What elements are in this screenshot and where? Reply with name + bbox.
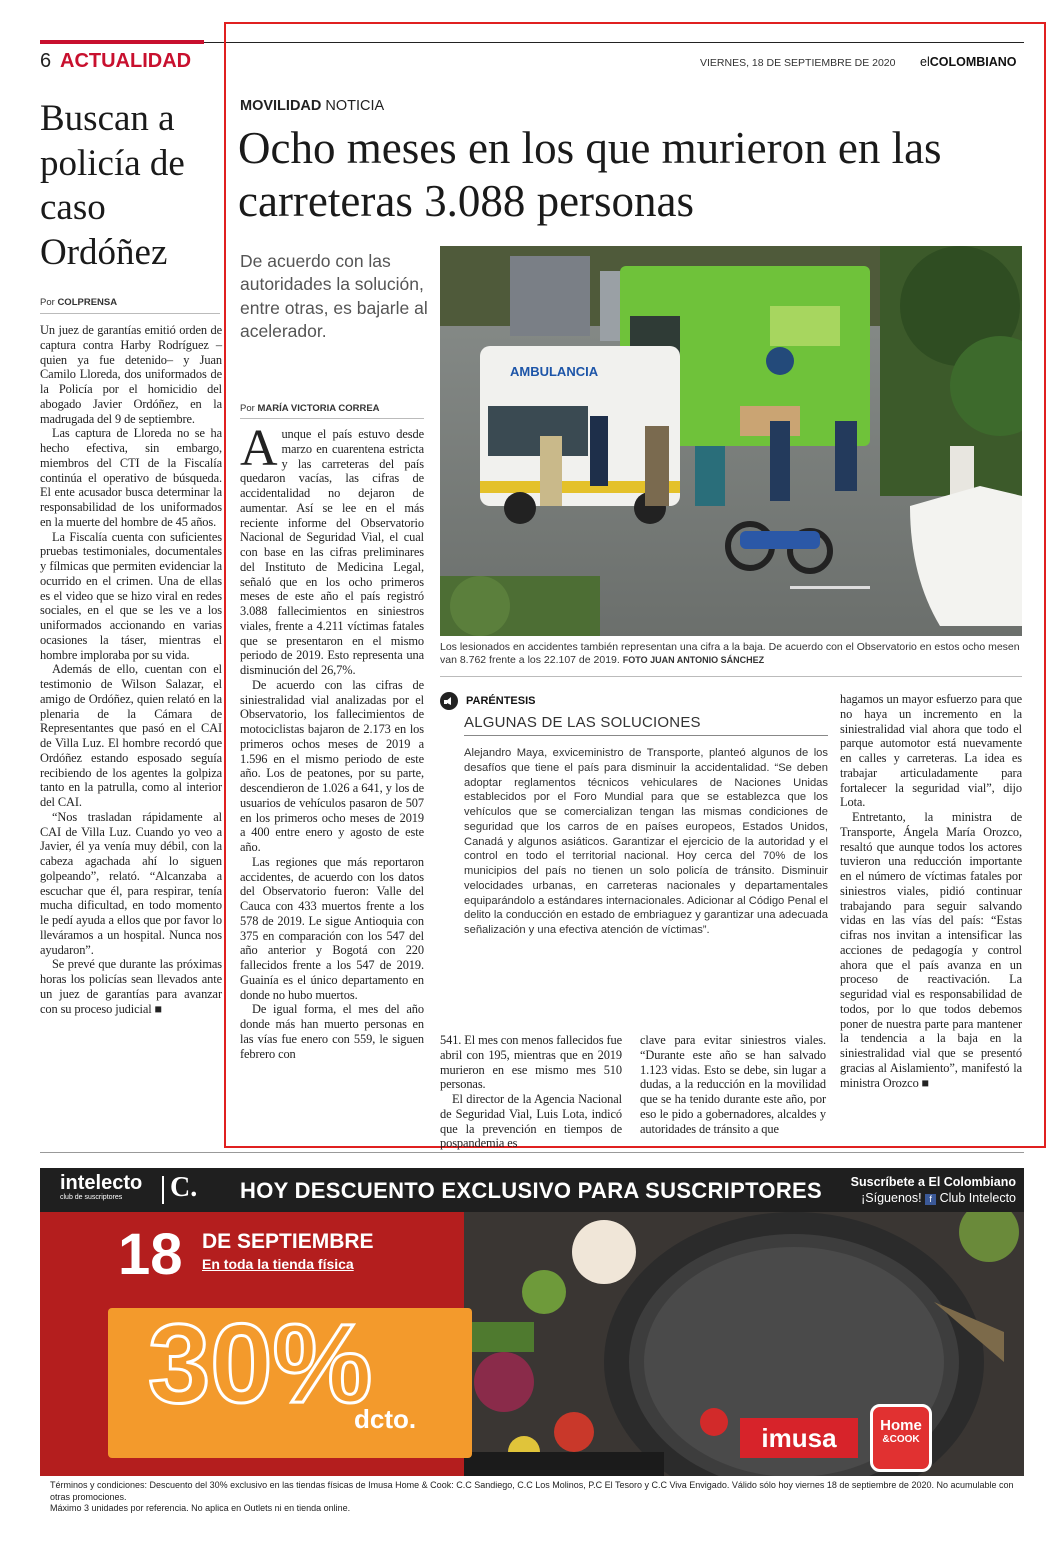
badge-line2: &COOK (882, 1434, 920, 1445)
ad-top-rule (40, 1152, 1024, 1153)
side-paragraph: “Nos trasladan rápidamente al CAI de Villa Luz. Cuando yo veo a Javier, él ya venía muy débil, con la cabeza agachada ahí lo siguen golpeando”, relató. “Alcanzaba a escuchar que él, para respirar, tenía mucha dificultad, en todo momento le pedí ayuda a ellos que por favor lo lleváramos a un hospital. Nunca nos ayudaron”. (40, 809, 222, 957)
photo-credit: FOTO JUAN ANTONIO SÁNCHEZ (622, 655, 765, 665)
side-headline: Buscan a policía de caso Ordóñez (40, 98, 185, 273)
col3-paragraph: clave para evitar siniestros viales. “Durante este año se han salvado 1.123 vidas. Esto se debe, sin lugar a dudas, a la reducción en la movilidad que se ha tenido durante este año, por eso le pido a gobernadores, alcaldes y autoridades de tránsito a que (640, 1033, 826, 1136)
colombiano-mark: C. (170, 1172, 198, 1203)
col1-paragraph: Las regiones que más reportaron accidentes, de acuerdo con los datos del Observatorio fueron: Valle del Cauca con 433 muertos frente a los 578 de 2019. Le sigue Antioquia con 375 en comparación con los 547 del año anterior y Bogotá con 220 fallecidos frente a los 547 de 2019. Guainía es el único departamento en donde no hubo muertos. (240, 854, 424, 1002)
main-byline-prefix: Por (240, 403, 255, 414)
caption-rule (440, 676, 1022, 677)
caption-text: Los lesionados en accidentes también representan una cifra a la baja. De acuerdo con el Observatorio en estos ocho mesen van 8.762 frente a los 22.107 de 2019. (440, 641, 1020, 666)
side-paragraph: Además de ello, cuentan con el testimonio de Wilson Salazar, el amigo de Ordóñez, quien relató en la plenaria de la Cámara de Representantes que pasó en el CAI de Villa Luz. El hombre recordó que Ordóñez estando esposado seguía recibiendo de los agentes la golpiza tanto en la patrulla, como al interior del CAI. (40, 662, 222, 809)
intelecto-sub: club de suscriptores (60, 1194, 123, 1201)
facebook-icon: f (925, 1194, 936, 1205)
ad-store-note: En toda la tienda física (202, 1256, 354, 1272)
side-paragraph: Las captura de Lloreda no se ha hecho efectiva, sin embargo, miembros del CTI de la Fiscalía continúa el operativo de búsqueda. El ente acusador busca determinar la responsabilidad de los uniformados en la muerte del hombre de 45 años. (40, 426, 222, 529)
side-paragraph: Se prevé que durante las próximas horas los policías sean llevados ante un juez de garantías para avanzar con su proceso judicial ■ (40, 957, 222, 1016)
col1-paragraph: De igual forma, el mes del año donde más han muerto personas en las vías fue enero con 559, le siguen febrero con (240, 1002, 424, 1061)
terms-line2: Máximo 3 unidades por referencia. No aplica en Outlets ni en tienda online. (50, 1503, 351, 1513)
article-kicker (240, 98, 384, 114)
section-label: ACTUALIDAD (60, 50, 192, 72)
subscribe-line2: ¡Síguenos! (861, 1191, 922, 1205)
side-article-body (40, 323, 222, 1016)
logo-divider (162, 1176, 164, 1204)
side-byline-name: COLPRENSA (57, 297, 118, 308)
side-byline-prefix: Por (40, 297, 55, 308)
parentesis-rule (464, 735, 828, 736)
advertisement (40, 1168, 1024, 1514)
side-paragraph: La Fiscalía cuenta con suficientes pruebas testimoniales, documentales y fílmicas que permiten evidenciar la ocurrido en el crimen. Una de ellas es el video que se hizo viral en redes sociales, en el que se les ve a los uniformados accionando en varias ocasiones la táser, mientras el hombre imploraba por su vida. (40, 529, 222, 662)
main-col-3 (640, 1033, 826, 1136)
ad-banner-text: HOY DESCUENTO EXCLUSIVO PARA SUSCRIPTORES (240, 1178, 822, 1203)
logo-el: el (920, 55, 930, 69)
intelecto-brand: intelecto (60, 1172, 143, 1194)
imusa-logo: imusa (740, 1418, 858, 1458)
home-cook-badge (870, 1404, 932, 1472)
kicker-section: MOVILIDAD (240, 98, 322, 114)
accident-photo (440, 246, 1022, 636)
intelecto-logo (60, 1172, 142, 1202)
parentesis-body: Alejandro Maya, exviceministro de Transporte, planteó algunos de los desafíos que tiene el país para disminuir la accidentalidad. “Se deben adoptar reglamentos técnicos vehiculares de Naciones Unidas establecidos por el Foro Mundial para que se establezca que los vehículos que se comercializan tengan las mismas condiciones de seguridad que los carros de en países europeos, Estados Unidos, Canadá y algunos asiáticos. Garantizar el ejercicio de la autoridad y el control en todo el territorial nacional. Hoy cerca del 70% de los municipios del país no tienen un solo policía de tránsito. Disminuir velocidades urbanas, en carreteras nacionales y departamentales equiparándolo a estándares internacionales. Adicionar al Código Penal el delito la conducción en estado de embriaguez y garantizar una adecuada señalización y una efectiva atención de víctimas”. (464, 747, 828, 936)
terms-line1: Términos y condiciones: Descuento del 30% exclusivo en las tiendas físicas de Imusa Home & Cook: C.C Sandiego, C.C Los Molinos, P.C El Tesoro y C.C Viva Envigado. Válido sólo hoy viernes 18 de septiembre de 2020. No acumulable con otras promociones. (50, 1480, 1014, 1502)
side-byline-rule (40, 313, 220, 314)
terms-text (50, 1480, 1020, 1514)
main-byline-rule (240, 418, 424, 419)
parentesis-kicker-row (440, 692, 828, 710)
top-rule (40, 40, 204, 44)
main-col-2 (440, 1033, 622, 1151)
col2-paragraph: 541. El mes con menos fallecidos fue abril con 195, mientras que en 2019 murieron en ese mismo mes 510 personas. (440, 1033, 622, 1092)
main-byline-name: MARÍA VICTORIA CORREA (257, 403, 380, 414)
side-paragraph: Un juez de garantías emitió orden de captura contra Harby Rodríguez –quien ya fue detenido– y Juan Camilo Lloreda, dos uniformados de la Policía por el homicidio del abogado Javier Ordóñez, en la madrugada del 9 de septiembre. (40, 323, 222, 426)
parentesis-title: ALGUNAS DE LAS SOLUCIONES (464, 714, 701, 731)
ad-day: 18 (118, 1222, 183, 1287)
drop-cap: A (240, 420, 278, 477)
lead-text: unque el país estuvo desde marzo en cuarentena estricta y las carreteras del país quedaron vacías, las cifras de accidentalidad no dejaron de aumentar. Así se lee en el más reciente informe del Observatorio Nacional de Seguridad Vial, el cual con base en las cifras preliminares del Instituto de Medicina Legal, señaló que en los ocho primeros meses de este año el país registró 3.088 fallecimientos en siniestros viales, frente a 4.211 víctimas fatales que se presentaron en el mismo periodo de 2019. Esto representa una disminución del 26,7%. (240, 427, 424, 677)
col4-paragraph: hagamos un mayor esfuerzo para que no haya un incremento en la siniestralidad vial ahora que todo el parque automotor está nuevamente en calles y carreteras. La idea es trabajar articuladamente para fortalecer la seguridad vial”, dijo Lota. (840, 692, 1022, 810)
lead-paragraph (240, 420, 424, 678)
parentesis-box (440, 692, 828, 938)
subscribe-line1: Suscríbete a El Colombiano (850, 1175, 1016, 1189)
discount-label: dcto. (354, 1404, 417, 1434)
article-deck: De acuerdo con las autoridades la solución, entre otras, es bajarle al acelerador. (240, 251, 428, 341)
parentesis-kicker: PARÉNTESIS (466, 695, 536, 707)
page-number: 6 (40, 50, 52, 72)
col4-paragraph: Entretanto, la ministra de Transporte, Ángela María Orozco, resaltó que aunque todos los actores tuvieron una reducción importante en el número de víctimas fatales por siniestros viales, pidió continuar trabajando para seguir salvando vidas en las vías del país: “Estas cifras nos invitan a intensificar las acciones de pedagogía y control ahora que el país avanza en un proceso de reactivación. La seguridad vial es responsabilidad de todos, por lo que todos debemos poner de nuestra parte para mantener la tendencia a la baja en la siniestralidad vial que se presentó gracias al Aislamiento”, manifestó la ministra Orozco ■ (840, 810, 1022, 1090)
kicker-type: NOTICIA (325, 98, 385, 114)
discount-percent: 30% (148, 1301, 373, 1426)
megaphone-icon (440, 692, 458, 710)
main-headline: Ocho meses en los que murieron en las carreteras 3.088 personas (238, 123, 942, 226)
col1-paragraph: De acuerdo con las cifras de siniestralidad vial analizadas por el Observatorio, los fallecimientos de motociclistas bajaron de 2.173 en los primeros ochos meses de 2019 a 1.596 en el mismo periodo de este año. Los de peatones, por su parte, descendieron de 1.026 a 641, y los de usuarios de vehículos pasaron de 507 en los primeros ocho meses de 2019 a 400 entre enero y agosto de este año. (240, 677, 424, 854)
logo-name: COLOMBIANO (929, 55, 1017, 69)
social-handle: Club Intelecto (939, 1191, 1016, 1205)
page-date: VIERNES, 18 DE SEPTIEMBRE DE 2020 (700, 57, 896, 69)
ad-month: DE SEPTIEMBRE (202, 1230, 374, 1253)
ambulance-label: AMBULANCIA (510, 364, 599, 379)
subscribe-line2-row (820, 1190, 1016, 1206)
badge-line1: Home (880, 1417, 922, 1434)
photo-caption (440, 641, 1020, 667)
accident-photo-illustration (440, 246, 1022, 636)
col2-paragraph: El director de la Agencia Nacional de Seguridad Vial, Luis Lota, indicó que la prevención en tiempos de pospandemia es (440, 1092, 622, 1151)
side-byline (40, 297, 117, 308)
main-col-1 (240, 420, 424, 1061)
main-col-4 (840, 692, 1022, 1090)
subscribe-cta (820, 1174, 1016, 1206)
main-byline (240, 403, 380, 414)
